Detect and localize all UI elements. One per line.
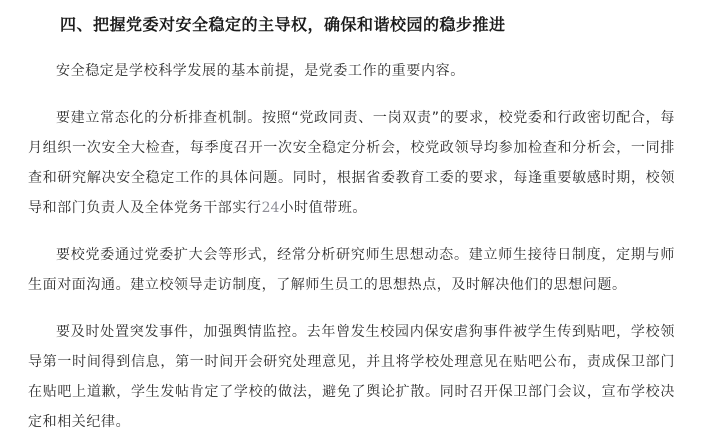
section-heading: 四、把握党委对安全稳定的主导权，确保和谐校园的稳步推进 — [60, 15, 506, 34]
duty-hours-number: 24 — [261, 200, 280, 216]
paragraph-text-before-number: 要建立常态化的分析排查机制。按照“党政同责、一岗双责”的要求，校党委和行政密切配合，每月组织一次安全大检查，每季度召开一次安全稳定分析会，校党政领导均参加检查和分析会，一同排查和研究解决安全稳定工作的具体问题。同时，根据省委教育工委的要求，每逢重要敏感时期，校领导和部门负责人及全体党务干部实行 — [28, 110, 675, 216]
paragraph-intro: 安全稳定是学校科学发展的基本前提，是党委工作的重要内容。 — [56, 63, 465, 79]
paragraph-text-after-number: 小时值带班。 — [279, 200, 368, 216]
paragraph-party-committee-meetings: 要校党委通过党委扩大会等形式，经常分析研究师生思想动态。建立师生接待日制度，定期与师生面对面沟通。建立校领导走访制度，了解师生员工的思想热点，及时解决他们的思想问题。 — [28, 247, 675, 293]
paragraph-analysis-mechanism — [28, 103, 675, 223]
paragraph-emergency-response: 要及时处置突发事件，加强舆情监控。去年曾发生校园内保安虐狗事件被学生传到贴吧，学校领导第一时间得到信息，第一时间开会研究处理意见，并且将学校处理意见在贴吧公布，责成保卫部门在贴吧上道歉，学生发帖肯定了学校的做法，避免了舆论扩散。同时召开保卫部门会议，宣布学校决定和相关纪律。 — [28, 324, 675, 430]
